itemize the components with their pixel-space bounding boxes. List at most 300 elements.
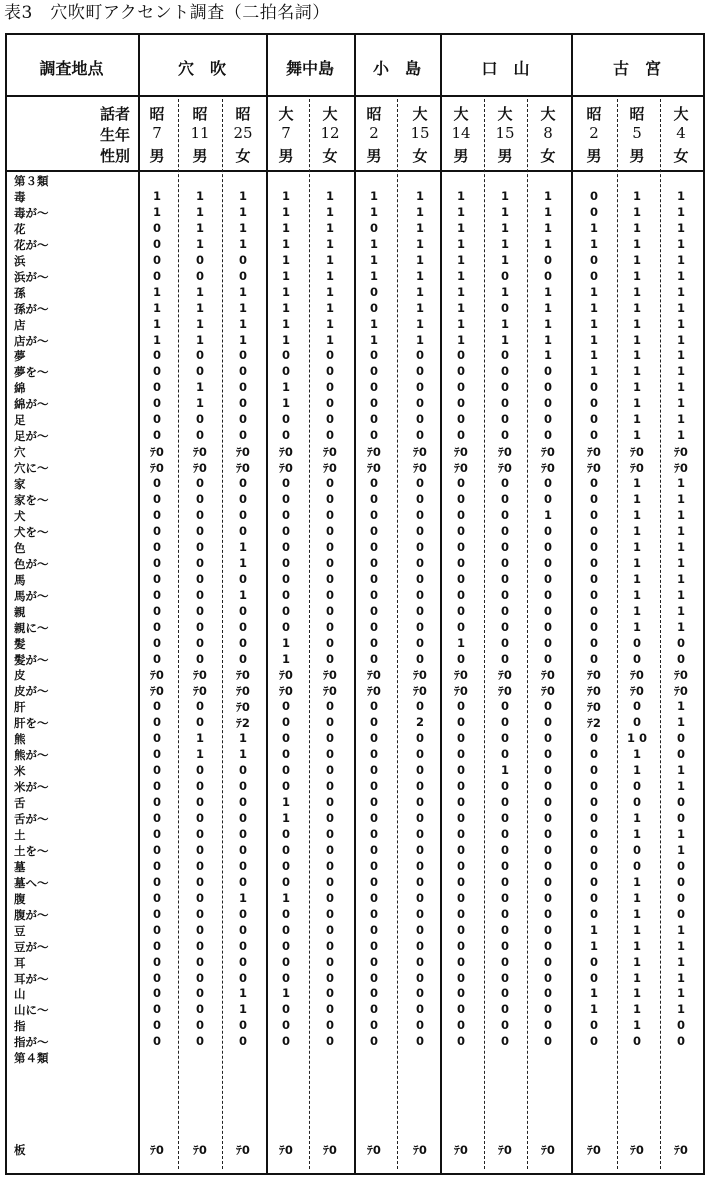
row-label: 綿が～ bbox=[14, 397, 49, 412]
table-cell: 0 bbox=[152, 795, 161, 810]
table-cell: 1 bbox=[281, 332, 290, 347]
table-cell: 0 bbox=[500, 476, 509, 491]
table-cell: 1 bbox=[632, 1018, 641, 1033]
table-cell: 0 bbox=[500, 1018, 509, 1033]
table-cell: 0 bbox=[195, 858, 204, 873]
table-cell: 0 bbox=[632, 1034, 641, 1049]
table-cell: 0 bbox=[456, 651, 465, 666]
table-cell: 0 bbox=[500, 268, 509, 283]
table-cell: 0 bbox=[369, 284, 378, 299]
table-cell: 1 bbox=[195, 380, 204, 395]
table-cell: 1 bbox=[325, 316, 334, 331]
table-cell: 1 bbox=[238, 284, 247, 299]
table-cell: 0 bbox=[281, 476, 290, 491]
table-cell: 0 bbox=[415, 731, 424, 746]
speaker-birth-year: 25 bbox=[233, 124, 253, 142]
table-cell: 1 bbox=[195, 396, 204, 411]
table-cell: 1 bbox=[281, 268, 290, 283]
table-cell: 0 bbox=[152, 412, 161, 427]
table-cell: 1 bbox=[676, 938, 685, 953]
table-cell: 0 bbox=[415, 412, 424, 427]
table-cell: 1 bbox=[325, 220, 334, 235]
table-cell: 1 bbox=[238, 204, 247, 219]
table-cell: 1 bbox=[456, 220, 465, 235]
table-cell: 0 bbox=[589, 635, 598, 650]
table-cell: 0 bbox=[543, 428, 552, 443]
table-cell: 1 bbox=[415, 252, 424, 267]
table-cell: 0 bbox=[500, 874, 509, 889]
table-cell: 0 bbox=[152, 348, 161, 363]
table-cell: ﾃ0 bbox=[413, 684, 427, 699]
table-cell: 0 bbox=[415, 1002, 424, 1017]
table-cell: 0 bbox=[325, 587, 334, 602]
table-cell: 0 bbox=[152, 364, 161, 379]
table-cell: 0 bbox=[325, 1034, 334, 1049]
table-cell: 0 bbox=[238, 938, 247, 953]
table-cell: 0 bbox=[676, 1018, 685, 1033]
table-cell: 0 bbox=[456, 619, 465, 634]
table-cell: 0 bbox=[543, 603, 552, 618]
table-cell: 1 bbox=[500, 252, 509, 267]
table-cell: 1 bbox=[676, 763, 685, 778]
table-cell: 1 bbox=[632, 492, 641, 506]
table-cell: 0 bbox=[281, 492, 290, 506]
table-cell: 0 bbox=[676, 795, 685, 810]
table-cell: 0 bbox=[281, 731, 290, 746]
table-cell: 1 bbox=[325, 252, 334, 267]
table-cell: 0 bbox=[152, 731, 161, 746]
table-cell: 0 bbox=[543, 587, 552, 602]
table-cell: 0 bbox=[152, 1034, 161, 1049]
table-cell: 1 bbox=[632, 188, 641, 203]
table-cell: 0 bbox=[325, 523, 334, 538]
table-cell: 0 bbox=[281, 779, 290, 794]
speaker-birth-year: 12 bbox=[320, 124, 340, 142]
table-cell: 0 bbox=[543, 364, 552, 379]
table-cell: 0 bbox=[456, 779, 465, 794]
table-cell: 1 bbox=[195, 188, 204, 203]
table-cell: 0 bbox=[195, 970, 204, 985]
table-cell: 1 bbox=[152, 284, 161, 299]
table-cell: 1 bbox=[589, 364, 598, 379]
table-cell: 1 bbox=[632, 220, 641, 235]
table-cell: 0 bbox=[676, 890, 685, 905]
table-cell: 0 bbox=[325, 507, 334, 522]
table-cell: ﾃ0 bbox=[498, 1143, 512, 1157]
table-cell: 0 bbox=[369, 571, 378, 586]
table-cell: 0 bbox=[415, 795, 424, 810]
table-cell: 0 bbox=[543, 795, 552, 810]
table-cell: 0 bbox=[632, 699, 641, 714]
table-cell: 0 bbox=[325, 922, 334, 937]
row-label: 髪が～ bbox=[14, 652, 49, 667]
table-cell: ﾃ0 bbox=[150, 1143, 164, 1157]
row-label: 豆が～ bbox=[14, 939, 49, 954]
table-cell: 0 bbox=[589, 571, 598, 586]
table-cell: 0 bbox=[369, 731, 378, 746]
table-cell: 0 bbox=[676, 747, 685, 762]
table-cell: 1 bbox=[676, 507, 685, 522]
row-label: 肝を～ bbox=[14, 716, 49, 731]
table-cell: ﾃ0 bbox=[541, 668, 555, 683]
table-cell: 0 bbox=[543, 699, 552, 714]
table-cell: ﾃ0 bbox=[236, 461, 250, 476]
table-cell: ﾃ0 bbox=[587, 700, 601, 715]
table-cell: 0 bbox=[543, 651, 552, 666]
table-cell: 1 bbox=[281, 236, 290, 251]
table-cell: 0 bbox=[152, 779, 161, 794]
speaker-birth-year: 15 bbox=[495, 124, 515, 142]
table-cell: 1 bbox=[632, 938, 641, 953]
table-cell: ﾃ0 bbox=[323, 1143, 337, 1157]
table-cell: 1 bbox=[456, 236, 465, 251]
speaker-sex: 女 bbox=[673, 147, 689, 165]
table-cell: 0 bbox=[415, 747, 424, 762]
table-border-left bbox=[5, 33, 7, 1173]
table-cell: 0 bbox=[500, 364, 509, 379]
table-cell: 0 bbox=[152, 811, 161, 825]
table-cell: 1 bbox=[632, 922, 641, 937]
table-cell: 0 bbox=[589, 507, 598, 522]
table-cell: 0 bbox=[415, 890, 424, 905]
table-cell: 0 bbox=[543, 635, 552, 650]
table-cell: 1 bbox=[456, 316, 465, 331]
table-cell: 0 bbox=[325, 364, 334, 379]
table-cell: ﾃ0 bbox=[279, 445, 293, 460]
table-cell: ﾃ0 bbox=[279, 668, 293, 683]
group-name-3: 小 島 bbox=[372, 59, 421, 78]
table-cell: 0 bbox=[500, 507, 509, 522]
table-cell: 0 bbox=[369, 300, 378, 315]
table-cell: 0 bbox=[325, 619, 334, 634]
table-cell: 0 bbox=[456, 1018, 465, 1033]
speaker-era: 大 bbox=[412, 105, 428, 123]
table-cell: 0 bbox=[152, 236, 161, 251]
table-cell: 0 bbox=[456, 858, 465, 873]
table-cell: 0 bbox=[195, 1018, 204, 1033]
table-cell: 0 bbox=[369, 779, 378, 794]
table-cell: 1 bbox=[676, 380, 685, 395]
table-cell: 0 bbox=[589, 428, 598, 443]
table-cell: 1 bbox=[456, 268, 465, 283]
table-cell: 0 bbox=[152, 938, 161, 953]
table-cell: 1 bbox=[369, 252, 378, 267]
table-cell: ﾃ0 bbox=[674, 461, 688, 476]
table-cell: 0 bbox=[543, 1034, 552, 1049]
table-cell: 0 bbox=[238, 874, 247, 889]
table-cell: 0 bbox=[369, 1034, 378, 1049]
table-cell: 1 bbox=[152, 204, 161, 219]
table-cell: 0 bbox=[456, 396, 465, 411]
table-cell: 1 bbox=[281, 252, 290, 267]
table-cell: 0 bbox=[500, 826, 509, 841]
table-cell: 0 bbox=[195, 826, 204, 841]
table-cell: 0 bbox=[543, 938, 552, 953]
table-cell: 0 bbox=[238, 922, 247, 937]
speaker-birth-year: 8 bbox=[543, 124, 553, 142]
table-cell: 0 bbox=[325, 380, 334, 395]
table-cell: 0 bbox=[456, 795, 465, 810]
table-cell: 0 bbox=[325, 731, 334, 746]
row-label: 穴 bbox=[14, 445, 26, 460]
table-cell: 0 bbox=[325, 555, 334, 570]
table-cell: 1 bbox=[632, 204, 641, 219]
table-cell: 0 bbox=[632, 858, 641, 873]
column-dash-divider bbox=[527, 99, 528, 1169]
row-label: 馬 bbox=[14, 572, 26, 587]
table-cell: 0 bbox=[456, 731, 465, 746]
table-cell: 0 bbox=[369, 380, 378, 395]
table-cell: 1 bbox=[676, 396, 685, 411]
table-cell: 0 bbox=[415, 906, 424, 921]
table-cell: 0 bbox=[152, 954, 161, 969]
table-cell: 0 bbox=[195, 651, 204, 666]
row-label: 米が～ bbox=[14, 780, 49, 795]
table-cell: 0 bbox=[500, 635, 509, 650]
table-cell: 1 bbox=[676, 412, 685, 427]
table-cell: 0 bbox=[369, 795, 378, 810]
speaker-era: 大 bbox=[497, 105, 513, 123]
table-cell: 0 bbox=[500, 731, 509, 746]
row-label: 家 bbox=[14, 477, 26, 492]
table-cell: 0 bbox=[369, 874, 378, 889]
column-dash-divider bbox=[397, 99, 398, 1169]
speaker-birth-year: 2 bbox=[589, 124, 599, 142]
table-cell: 0 bbox=[281, 587, 290, 602]
table-cell: 1 bbox=[238, 236, 247, 251]
speaker-era: 昭 bbox=[586, 105, 602, 123]
speaker-era: 大 bbox=[453, 105, 469, 123]
table-cell: 0 bbox=[543, 268, 552, 283]
table-cell: 1 bbox=[238, 555, 247, 570]
row-label: 綿 bbox=[14, 381, 26, 396]
table-cell: 0 bbox=[415, 986, 424, 1001]
table-cell: 1 bbox=[676, 603, 685, 618]
table-cell: 0 bbox=[325, 603, 334, 618]
table-cell: ﾃ0 bbox=[367, 445, 381, 460]
table-cell: 1 bbox=[632, 619, 641, 634]
table-cell: 0 bbox=[500, 300, 509, 315]
table-cell: 0 bbox=[195, 699, 204, 714]
table-cell: 1 bbox=[281, 635, 290, 650]
table-cell: 0 bbox=[589, 555, 598, 570]
table-cell: 1 bbox=[369, 332, 378, 347]
table-cell: 0 bbox=[500, 811, 509, 825]
row-label: 色が～ bbox=[14, 556, 49, 571]
table-cell: 0 bbox=[238, 492, 247, 506]
speaker-sex: 男 bbox=[629, 147, 645, 165]
table-cell: 0 bbox=[415, 938, 424, 953]
table-cell: 0 bbox=[589, 539, 598, 554]
table-cell: 1 bbox=[456, 204, 465, 219]
table-cell: 0 bbox=[281, 571, 290, 586]
table-cell: 0 bbox=[152, 842, 161, 857]
row-label: 足が～ bbox=[14, 429, 49, 444]
speaker-birth-year: 14 bbox=[451, 124, 471, 142]
table-cell: 1 bbox=[676, 699, 685, 714]
table-cell: 1 bbox=[676, 555, 685, 570]
table-cell: ﾃ0 bbox=[150, 668, 164, 683]
table-cell: 0 bbox=[281, 826, 290, 841]
table-cell: 0 bbox=[152, 539, 161, 554]
table-cell: 1 bbox=[632, 284, 641, 299]
table-cell: 0 bbox=[152, 603, 161, 618]
table-cell: 1 bbox=[415, 236, 424, 251]
table-cell: 1 bbox=[632, 476, 641, 491]
speaker-birth-year: 7 bbox=[281, 124, 291, 142]
table-cell: 1 bbox=[543, 188, 552, 203]
table-cell: 0 bbox=[415, 858, 424, 873]
table-cell: 1 bbox=[632, 890, 641, 905]
table-cell: ﾃ0 bbox=[413, 1143, 427, 1157]
table-cell: 0 bbox=[325, 858, 334, 873]
table-cell: ﾃ0 bbox=[323, 668, 337, 683]
table-cell: ﾃ0 bbox=[323, 445, 337, 460]
row-label: 耳 bbox=[14, 955, 26, 970]
table-cell: ﾃ0 bbox=[541, 684, 555, 699]
survey-point-label: 調査地点 bbox=[39, 59, 104, 78]
table-cell: 1 bbox=[676, 970, 685, 985]
table-cell: 0 bbox=[152, 906, 161, 921]
group-divider bbox=[354, 33, 356, 1173]
table-cell: 0 bbox=[369, 635, 378, 650]
table-cell: 0 bbox=[415, 539, 424, 554]
row-label: 肝 bbox=[14, 700, 26, 715]
table-cell: 2 bbox=[415, 715, 424, 730]
table-cell: 1 bbox=[676, 284, 685, 299]
table-cell: 0 bbox=[415, 826, 424, 841]
table-cell: 0 bbox=[415, 428, 424, 443]
table-cell: 0 bbox=[456, 874, 465, 889]
table-cell: 1 bbox=[632, 747, 641, 762]
table-cell: ﾃ0 bbox=[150, 684, 164, 699]
row-label: 毒 bbox=[14, 189, 26, 204]
table-cell: 0 bbox=[676, 635, 685, 650]
table-cell: ﾃ0 bbox=[454, 684, 468, 699]
row-label: 髪 bbox=[14, 636, 26, 651]
table-cell: 1 bbox=[500, 204, 509, 219]
table-cell: 0 bbox=[543, 1018, 552, 1033]
column-dash-divider bbox=[178, 99, 179, 1169]
table-cell: 0 bbox=[152, 476, 161, 491]
table-cell: 1 bbox=[676, 779, 685, 794]
table-cell: 0 bbox=[543, 555, 552, 570]
table-cell: 0 bbox=[281, 763, 290, 778]
table-cell: 0 bbox=[543, 571, 552, 586]
table-cell: 0 bbox=[369, 858, 378, 873]
table-cell: ﾃ0 bbox=[630, 1143, 644, 1157]
speaker-era: 大 bbox=[322, 105, 338, 123]
table-cell: 0 bbox=[415, 874, 424, 889]
table-cell: 0 bbox=[543, 986, 552, 1001]
table-cell: 1 bbox=[632, 587, 641, 602]
table-cell: 0 bbox=[325, 795, 334, 810]
table-cell: 1 bbox=[589, 300, 598, 315]
table-cell: 0 bbox=[589, 492, 598, 506]
section-label: 第３類 bbox=[14, 174, 49, 188]
row-label: 孫 bbox=[14, 285, 26, 300]
table-cell: 0 bbox=[632, 842, 641, 857]
table-cell: 0 bbox=[415, 811, 424, 825]
speaker-birth-year: 15 bbox=[410, 124, 430, 142]
table-cell: 0 bbox=[195, 779, 204, 794]
table-cell: 0 bbox=[152, 523, 161, 538]
table-cell: ﾃ0 bbox=[674, 668, 688, 683]
table-cell: 0 bbox=[281, 603, 290, 618]
table-cell: ﾃ0 bbox=[367, 461, 381, 476]
table-cell: ﾃ0 bbox=[498, 684, 512, 699]
table-cell: 0 bbox=[281, 954, 290, 969]
table-cell: 0 bbox=[456, 539, 465, 554]
table-cell: 0 bbox=[152, 635, 161, 650]
table-cell: 1 bbox=[369, 236, 378, 251]
table-cell: 0 bbox=[543, 747, 552, 762]
table-cell: 0 bbox=[195, 476, 204, 491]
table-cell: ﾃ0 bbox=[367, 668, 381, 683]
table-cell: 1 bbox=[238, 890, 247, 905]
table-cell: 1 bbox=[632, 348, 641, 363]
table-cell: 0 bbox=[369, 1002, 378, 1017]
table-cell: 1 bbox=[415, 188, 424, 203]
table-cell: 1 bbox=[500, 236, 509, 251]
table-cell: 0 bbox=[325, 571, 334, 586]
table-cell: 1 bbox=[632, 970, 641, 985]
table-cell: 1 bbox=[500, 284, 509, 299]
table-cell: 1 bbox=[543, 220, 552, 235]
table-cell: 1 bbox=[369, 268, 378, 283]
table-cell: 0 bbox=[325, 811, 334, 825]
table-cell: 0 bbox=[152, 1002, 161, 1017]
table-cell: 1 bbox=[325, 188, 334, 203]
table-cell: 0 bbox=[415, 571, 424, 586]
table-cell: 1 bbox=[195, 284, 204, 299]
table-cell: ﾃ0 bbox=[193, 445, 207, 460]
table-cell: 0 bbox=[415, 651, 424, 666]
table-cell: 1 bbox=[281, 188, 290, 203]
table-cell: 1 bbox=[676, 715, 685, 730]
table-cell: 0 bbox=[456, 476, 465, 491]
table-cell: 1 bbox=[369, 316, 378, 331]
table-cell: 0 bbox=[456, 890, 465, 905]
table-cell: ﾃ0 bbox=[674, 445, 688, 460]
table-cell: 0 bbox=[500, 539, 509, 554]
table-cell: 0 bbox=[456, 603, 465, 618]
table-cell: 0 bbox=[152, 571, 161, 586]
table-cell: 1 bbox=[589, 332, 598, 347]
table-cell: 0 bbox=[415, 970, 424, 985]
table-cell: 1 bbox=[281, 220, 290, 235]
table-cell: 1 bbox=[238, 316, 247, 331]
speaker-era: 昭 bbox=[192, 105, 208, 123]
table-cell: 0 bbox=[500, 922, 509, 937]
table-cell: ﾃ0 bbox=[630, 445, 644, 460]
table-cell: 1 bbox=[456, 188, 465, 203]
row-label: 浜が～ bbox=[14, 269, 49, 284]
column-dash-divider bbox=[484, 99, 485, 1169]
table-cell: 0 bbox=[325, 396, 334, 411]
table-cell: 0 bbox=[589, 874, 598, 889]
table-cell: 0 bbox=[589, 970, 598, 985]
table-cell: 1 bbox=[415, 268, 424, 283]
table-cell: 0 bbox=[369, 428, 378, 443]
row-label: 板 bbox=[14, 1143, 26, 1157]
table-cell: ﾃ0 bbox=[236, 1143, 250, 1157]
table-cell: 0 bbox=[195, 763, 204, 778]
table-cell: 0 bbox=[281, 348, 290, 363]
table-cell: 1 bbox=[369, 204, 378, 219]
table-cell: 0 bbox=[369, 954, 378, 969]
table-cell: 0 bbox=[456, 364, 465, 379]
